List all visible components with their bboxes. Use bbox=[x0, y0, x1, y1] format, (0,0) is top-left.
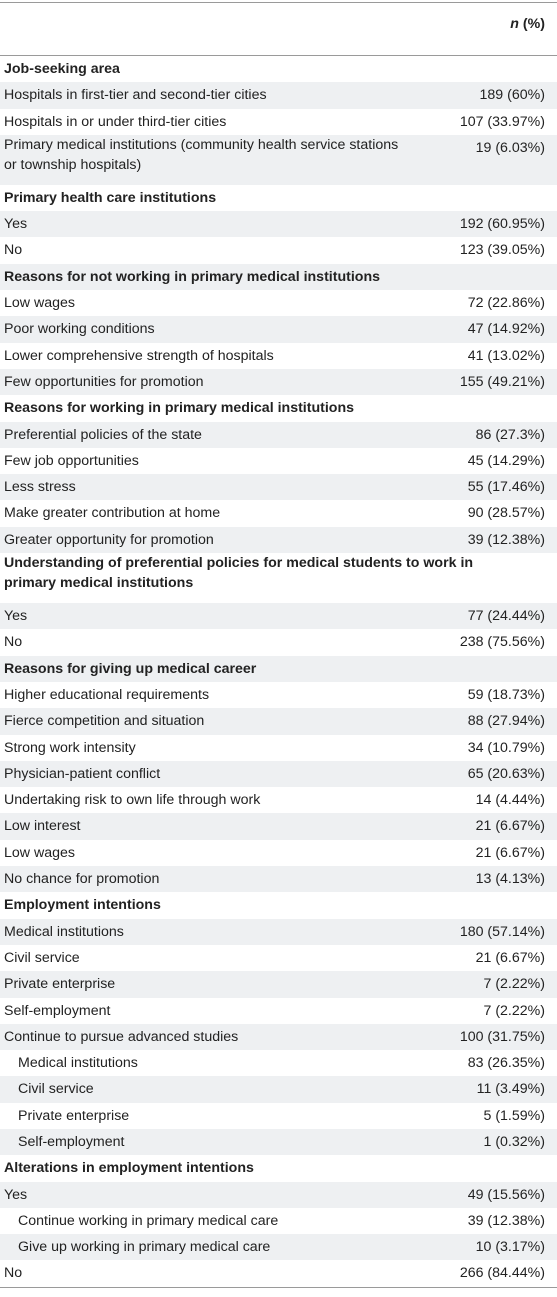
table-bottom-rule bbox=[0, 1287, 557, 1288]
section-heading-row bbox=[0, 656, 557, 682]
section-heading-row bbox=[0, 264, 557, 290]
table-row bbox=[0, 998, 557, 1024]
row-value: 41 (13.02%) bbox=[467, 347, 545, 364]
row-label: Physician-patient conflict bbox=[4, 765, 161, 782]
table-row bbox=[0, 1024, 557, 1050]
row-value: 180 (57.14%) bbox=[459, 923, 545, 940]
table-row bbox=[0, 135, 557, 185]
row-value: 83 (26.35%) bbox=[467, 1055, 545, 1072]
table-row bbox=[0, 735, 557, 761]
table-row bbox=[0, 1208, 557, 1234]
row-label: Undertaking risk to own life through work bbox=[4, 792, 261, 809]
row-value: 100 (31.75%) bbox=[459, 1028, 545, 1045]
column-header-n-percent bbox=[510, 16, 545, 32]
row-value: 5 (1.59%) bbox=[483, 1107, 545, 1124]
section-heading-row bbox=[0, 56, 557, 82]
section-heading: Understanding of preferential policies for medical students to work in primary medical institutions bbox=[4, 555, 474, 592]
row-value: 238 (75.56%) bbox=[459, 634, 545, 651]
row-value: 39 (12.38%) bbox=[467, 531, 545, 548]
row-value: 189 (60%) bbox=[479, 87, 545, 104]
row-value: 55 (17.46%) bbox=[467, 479, 545, 496]
table-row bbox=[0, 971, 557, 997]
row-value: 88 (27.94%) bbox=[467, 713, 545, 730]
row-label: Low wages bbox=[4, 295, 75, 312]
row-value: 107 (33.97%) bbox=[459, 113, 545, 130]
table-row bbox=[0, 290, 557, 316]
table-row bbox=[0, 500, 557, 526]
row-label: No chance for promotion bbox=[4, 871, 160, 888]
row-value: 123 (39.05%) bbox=[459, 242, 545, 259]
row-label: Make greater contribution at home bbox=[4, 505, 221, 522]
table-row bbox=[0, 316, 557, 342]
row-value: 77 (24.44%) bbox=[467, 608, 545, 625]
row-label: Self-employment bbox=[4, 1002, 111, 1019]
row-label: Low interest bbox=[4, 818, 81, 835]
section-heading-row bbox=[0, 395, 557, 421]
data-table bbox=[0, 2, 557, 1288]
section-heading-row bbox=[0, 185, 557, 211]
row-label: Yes bbox=[4, 1186, 28, 1203]
row-label: Hospitals in first-tier and second-tier cities bbox=[4, 87, 267, 104]
table-row bbox=[0, 1182, 557, 1208]
row-label: Continue to pursue advanced studies bbox=[4, 1028, 239, 1045]
row-label: Lower comprehensive strength of hospitals bbox=[4, 347, 274, 364]
table-row bbox=[0, 1234, 557, 1260]
row-value: 21 (6.67%) bbox=[475, 949, 545, 966]
row-label: Give up working in primary medical care bbox=[18, 1239, 271, 1256]
table-row bbox=[0, 369, 557, 395]
row-label: Yes bbox=[4, 216, 28, 233]
row-value: 49 (15.56%) bbox=[467, 1186, 545, 1203]
section-heading: Primary health care institutions bbox=[4, 189, 217, 206]
row-value: 21 (6.67%) bbox=[475, 844, 545, 861]
section-heading: Reasons for working in primary medical institutions bbox=[4, 400, 355, 417]
table-row bbox=[0, 866, 557, 892]
table-row bbox=[0, 945, 557, 971]
row-label: Civil service bbox=[18, 1081, 94, 1098]
table-row bbox=[0, 1260, 557, 1286]
row-label: No bbox=[4, 1265, 23, 1282]
table-row bbox=[0, 343, 557, 369]
table-row bbox=[0, 1103, 557, 1129]
row-value: 39 (12.38%) bbox=[467, 1212, 545, 1229]
section-heading: Alterations in employment intentions bbox=[4, 1160, 254, 1177]
row-value: 155 (49.21%) bbox=[459, 373, 545, 390]
row-label: No bbox=[4, 242, 23, 259]
row-value: 19 (6.03%) bbox=[475, 139, 545, 156]
row-value: 10 (3.17%) bbox=[475, 1239, 545, 1256]
row-label: Self-employment bbox=[18, 1133, 125, 1150]
row-label: Civil service bbox=[4, 949, 80, 966]
row-label: Private enterprise bbox=[4, 976, 116, 993]
row-label: Strong work intensity bbox=[4, 739, 136, 756]
table-header bbox=[0, 3, 557, 55]
row-label: Private enterprise bbox=[18, 1107, 130, 1124]
row-value: 21 (6.67%) bbox=[475, 818, 545, 835]
row-label: Greater opportunity for promotion bbox=[4, 531, 214, 548]
table-row bbox=[0, 840, 557, 866]
row-label: Hospitals in or under third-tier cities bbox=[4, 113, 227, 130]
row-label: Fierce competition and situation bbox=[4, 713, 205, 730]
row-label: Medical institutions bbox=[18, 1055, 138, 1072]
table-body bbox=[0, 56, 557, 1287]
table-row bbox=[0, 761, 557, 787]
row-value: 90 (28.57%) bbox=[467, 505, 545, 522]
section-heading: Reasons for giving up medical career bbox=[4, 660, 257, 677]
row-value: 45 (14.29%) bbox=[467, 452, 545, 469]
row-label: Few job opportunities bbox=[4, 452, 139, 469]
row-label: Less stress bbox=[4, 479, 76, 496]
row-value: 59 (18.73%) bbox=[467, 686, 545, 703]
table-row bbox=[0, 109, 557, 135]
table-row bbox=[0, 603, 557, 629]
row-label: Medical institutions bbox=[4, 923, 124, 940]
table-row bbox=[0, 629, 557, 655]
table-row bbox=[0, 211, 557, 237]
header-pct: (%) bbox=[522, 16, 545, 32]
table-row bbox=[0, 448, 557, 474]
table-row bbox=[0, 813, 557, 839]
table-row bbox=[0, 422, 557, 448]
row-value: 72 (22.86%) bbox=[467, 295, 545, 312]
section-heading: Job-seeking area bbox=[4, 61, 120, 77]
section-heading-row bbox=[0, 1155, 557, 1181]
row-value: 266 (84.44%) bbox=[459, 1265, 545, 1282]
row-value: 192 (60.95%) bbox=[459, 216, 545, 233]
row-value: 11 (3.49%) bbox=[476, 1081, 545, 1098]
row-value: 14 (4.44%) bbox=[475, 792, 545, 809]
row-label: Poor working conditions bbox=[4, 321, 155, 338]
row-label: Primary medical institutions (community health service stations or township hospitals) bbox=[4, 136, 399, 173]
table-row bbox=[0, 474, 557, 500]
table-row bbox=[0, 682, 557, 708]
section-heading: Employment intentions bbox=[4, 897, 161, 914]
row-value: 1 (0.32%) bbox=[483, 1133, 545, 1150]
row-label: Few opportunities for promotion bbox=[4, 373, 204, 390]
row-value: 7 (2.22%) bbox=[483, 1002, 545, 1019]
table-row bbox=[0, 787, 557, 813]
row-value: 13 (4.13%) bbox=[475, 871, 545, 888]
row-label: No bbox=[4, 634, 23, 651]
row-value: 65 (20.63%) bbox=[467, 765, 545, 782]
table-row bbox=[0, 1076, 557, 1102]
row-label: Higher educational requirements bbox=[4, 686, 210, 703]
row-value: 34 (10.79%) bbox=[467, 739, 545, 756]
table-row bbox=[0, 1050, 557, 1076]
row-value: 7 (2.22%) bbox=[483, 976, 545, 993]
table-row bbox=[0, 919, 557, 945]
row-value: 86 (27.3%) bbox=[475, 426, 545, 443]
row-label: Yes bbox=[4, 608, 28, 625]
section-heading-row bbox=[0, 892, 557, 918]
row-label: Low wages bbox=[4, 844, 75, 861]
row-label: Continue working in primary medical care bbox=[18, 1212, 279, 1229]
table-row bbox=[0, 708, 557, 734]
row-value: 47 (14.92%) bbox=[467, 321, 545, 338]
section-heading-row bbox=[0, 553, 557, 603]
table-row bbox=[0, 237, 557, 263]
table-row bbox=[0, 527, 557, 553]
row-label: Preferential policies of the state bbox=[4, 426, 202, 443]
table-row bbox=[0, 82, 557, 108]
table-row bbox=[0, 1129, 557, 1155]
header-n: n bbox=[510, 16, 519, 32]
section-heading: Reasons for not working in primary medical institutions bbox=[4, 268, 381, 285]
